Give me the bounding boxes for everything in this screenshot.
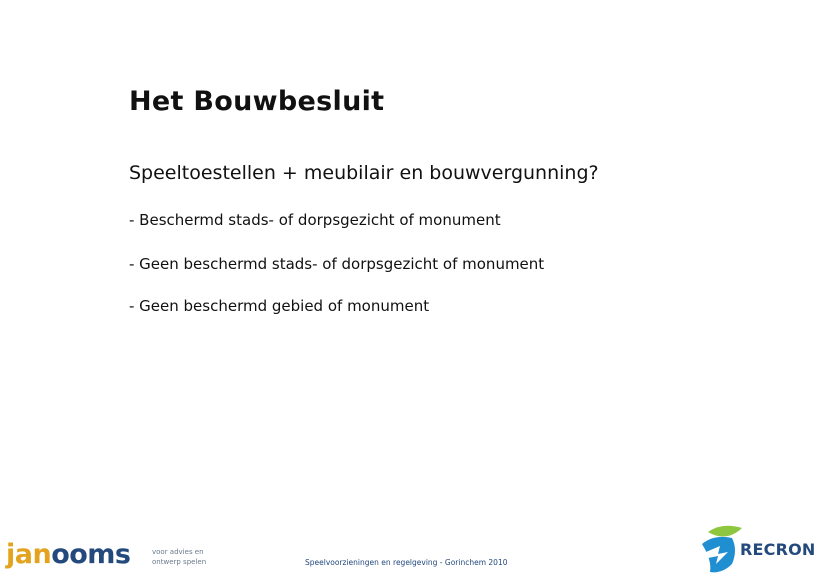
slide-title: Het Bouwbesluit xyxy=(129,86,385,117)
slide-subtitle: Speeltoestellen + meubilair en bouwvergunning? xyxy=(129,162,599,184)
janooms-tagline xyxy=(152,547,206,567)
bullet-item: - Geen beschermd stads- of dorpsgezicht of monument xyxy=(129,255,545,273)
bullet-item: - Geen beschermd gebied of monument xyxy=(129,297,430,315)
tagline-line: ontwerp spelen xyxy=(152,558,207,566)
emblem-green-leaf xyxy=(708,526,742,537)
recron-logo xyxy=(698,524,822,576)
logo-part-ooms: ooms xyxy=(51,539,131,570)
logo-part-jan: jan xyxy=(6,539,52,570)
tagline-line: voor advies en xyxy=(152,548,204,556)
recron-wordmark: RECRON xyxy=(740,540,816,559)
janooms-wordmark xyxy=(6,538,131,572)
recron-emblem-icon xyxy=(698,524,744,576)
janooms-logo xyxy=(6,538,207,572)
footer-text: Speelvoorzieningen en regelgeving - Gorinchem 2010 xyxy=(305,558,508,567)
bullet-item: - Beschermd stads- of dorpsgezicht of monument xyxy=(129,211,501,229)
